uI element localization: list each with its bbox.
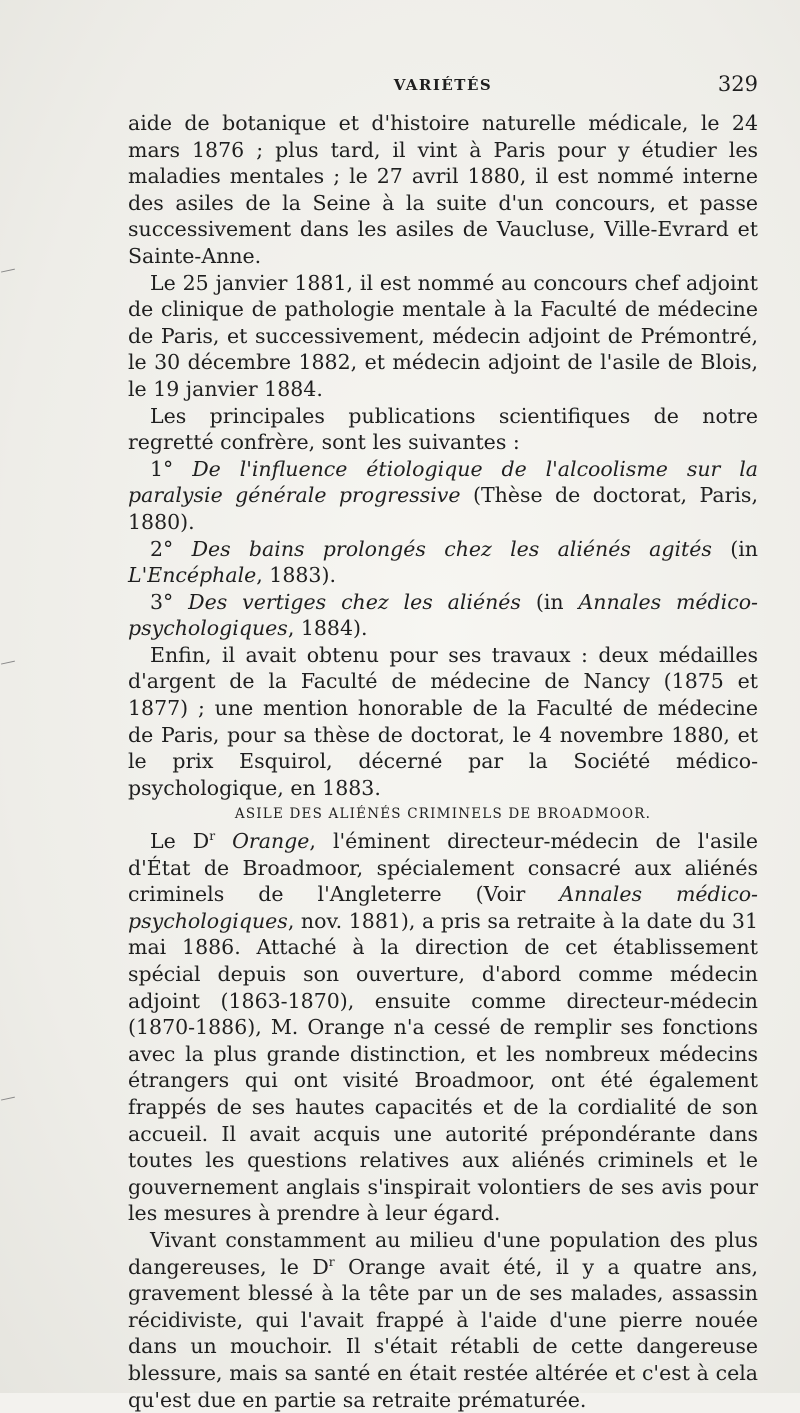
publication-title: Des vertiges chez les aliénés bbox=[188, 589, 521, 614]
page-body bbox=[128, 110, 758, 1413]
superscript: r bbox=[209, 829, 216, 844]
paragraph: aide de botanique et d'histoire naturelle médicale, le 24 mars 1876 ; plus tard, il vint à Paris pour y étudier les maladies mentales ; le 27 avril 1880, il est nommé interne des asiles de la Seine à la suite d'un concours, et passe successivement dans les asiles de Vaucluse, Ville-Evrard et Sainte-Anne. bbox=[128, 111, 758, 268]
publication-item bbox=[128, 456, 758, 536]
section-title: ASILE DES ALIÉNÉS CRIMINELS DE BROADMOOR. bbox=[234, 806, 652, 823]
publication-title: Des bains prolongés chez les aliénés agités bbox=[191, 536, 712, 561]
person-name: Orange bbox=[232, 829, 310, 854]
margin-mark bbox=[1, 269, 17, 283]
publication-details: , 1884). bbox=[287, 616, 368, 641]
text-run: Orange avait été, il y a quatre ans, gravement blessé à la tête par un de ses malades, assassin récidiviste, qui l'avait frappé à l'aide d'une pierre nouée dans un mouchoir. Il s'était rétabli de cette dangereuse blessure, mais sa santé en était restée altérée et c'est à cela qu'est due en partie sa retraite prématurée. bbox=[128, 1254, 758, 1412]
paragraph bbox=[128, 1227, 758, 1413]
publication-number: 3° bbox=[150, 589, 174, 614]
publication-title: De l'influence étiologique de l'alcoolisme sur la paralysie générale progressive bbox=[128, 456, 758, 508]
margin-mark bbox=[1, 1097, 17, 1111]
paragraph: Les principales publications scientifiques de notre regretté confrère, sont les suivantes : bbox=[128, 403, 758, 455]
text-run: , l'éminent directeur-médecin de l'asile d'État de Broadmoor, spécialement consacré aux aliénés criminels de l'Angleterre (Voir bbox=[128, 829, 758, 907]
publication-in: (in bbox=[535, 589, 564, 614]
text-run: Le D bbox=[150, 829, 210, 854]
publication-number: 1° bbox=[150, 456, 174, 481]
publication-number: 2° bbox=[150, 536, 174, 561]
text-run: , nov. 1881), a pris sa retraite à la date du 31 mai 1886. Attaché à la direction de cet établissement spécial depuis son ouverture, d'abord comme médecin adjoint (1863-1870), ensuite comme directeur-médecin (1870-1886), M. Orange n'a cessé de remplir ses fonctions avec la plus grande distinction, et les nombreux médecins étrangers qui ont visité Broadmoor, ont été également frappés de ses hautes capacités et de la cordialité de son accueil. Il avait acquis une autorité prépondérante dans toutes les questions relatives aux aliénés criminels et le gouvernement anglais s'inspirait volontiers de ses avis pour les mesures à prendre à leur égard. bbox=[128, 908, 758, 1226]
paragraph: Le 25 janvier 1881, il est nommé au concours chef adjoint de clinique de pathologie mentale à la Faculté de médecine de Paris, et successivement, médecin adjoint de Prémontré, le 30 décembre 1882, et médecin adjoint de l'asile de Blois, le 19 janvier 1884. bbox=[128, 270, 758, 401]
publication-in: (in bbox=[730, 536, 758, 561]
superscript: r bbox=[328, 1254, 335, 1269]
page-number: 329 bbox=[717, 72, 758, 96]
margin-mark bbox=[1, 661, 17, 675]
publication-item bbox=[128, 536, 758, 589]
journal-title: L'Encéphale bbox=[128, 563, 257, 588]
publication-details: (Thèse de doctorat, Paris, 1880). bbox=[128, 483, 758, 534]
paragraph bbox=[128, 828, 758, 1227]
page-header bbox=[128, 72, 758, 100]
text-run: Vivant constamment au milieu d'une population des plus dangereuses, le D bbox=[128, 1227, 758, 1279]
running-title: VARIÉTÉS bbox=[393, 76, 493, 94]
publication-details: , 1883). bbox=[256, 563, 336, 588]
journal-title: Annales médico-psychologiques bbox=[128, 589, 758, 641]
paragraph: Enfin, il avait obtenu pour ses travaux : deux médailles d'argent de la Faculté de médecine de Nancy (1875 et 1877) ; une mention honorable de la Faculté de médecine de Paris, pour sa thèse de doctorat, le 4 novembre 1880, et le prix Esquirol, décerné par la Société médico-psychologique, en 1883. bbox=[128, 642, 758, 800]
journal-title: Annales médico-psychologiques bbox=[128, 882, 758, 933]
publication-item bbox=[128, 589, 758, 642]
